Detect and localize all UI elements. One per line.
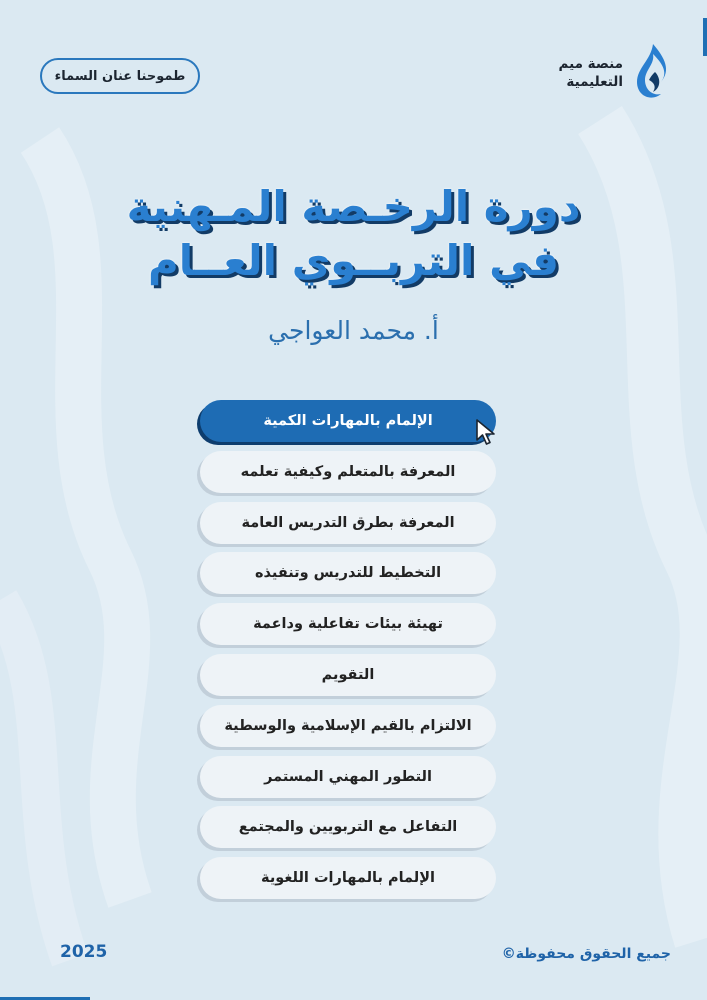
topic-item[interactable]: تهيئة بيئات تفاعلية وداعمة [200,603,496,645]
title-line-2: في التربــوي العــام [147,236,560,285]
topic-item[interactable]: التفاعل مع التربويين والمجتمع [200,806,496,848]
flame-logo-icon [631,42,675,104]
topic-item[interactable]: التطور المهني المستمر [200,756,496,798]
year-label: 2025 [60,942,108,962]
platform-logo [558,42,675,104]
topic-item[interactable]: المعرفة بطرق التدريس العامة [200,502,496,544]
topic-item[interactable]: المعرفة بالمتعلم وكيفية تعلمه [200,451,496,493]
topic-item[interactable]: التقويم [200,654,496,696]
topic-item[interactable]: الالتزام بالقيم الإسلامية والوسطية [200,705,496,747]
topic-item[interactable]: الإلمام بالمهارات الكمية [200,400,496,442]
title-line-1: دورة الرخـصة المـهنية [126,182,581,231]
logo-line-2: التعليمية [566,74,623,90]
topic-item[interactable]: الإلمام بالمهارات اللغوية [200,857,496,899]
copyright-text: جميع الحقوق محفوظة© [501,946,671,962]
author-name: أ. محمد العواجي [268,316,439,345]
logo-line-1: منصة ميم [558,56,623,72]
topics-list [200,400,496,908]
topic-item[interactable]: التخطيط للتدريس وتنفيذه [200,552,496,594]
slogan-badge: طموحنا عنان السماء [40,58,200,94]
edge-accent [703,18,707,56]
course-title [0,180,707,288]
mouse-pointer-icon [474,418,500,446]
